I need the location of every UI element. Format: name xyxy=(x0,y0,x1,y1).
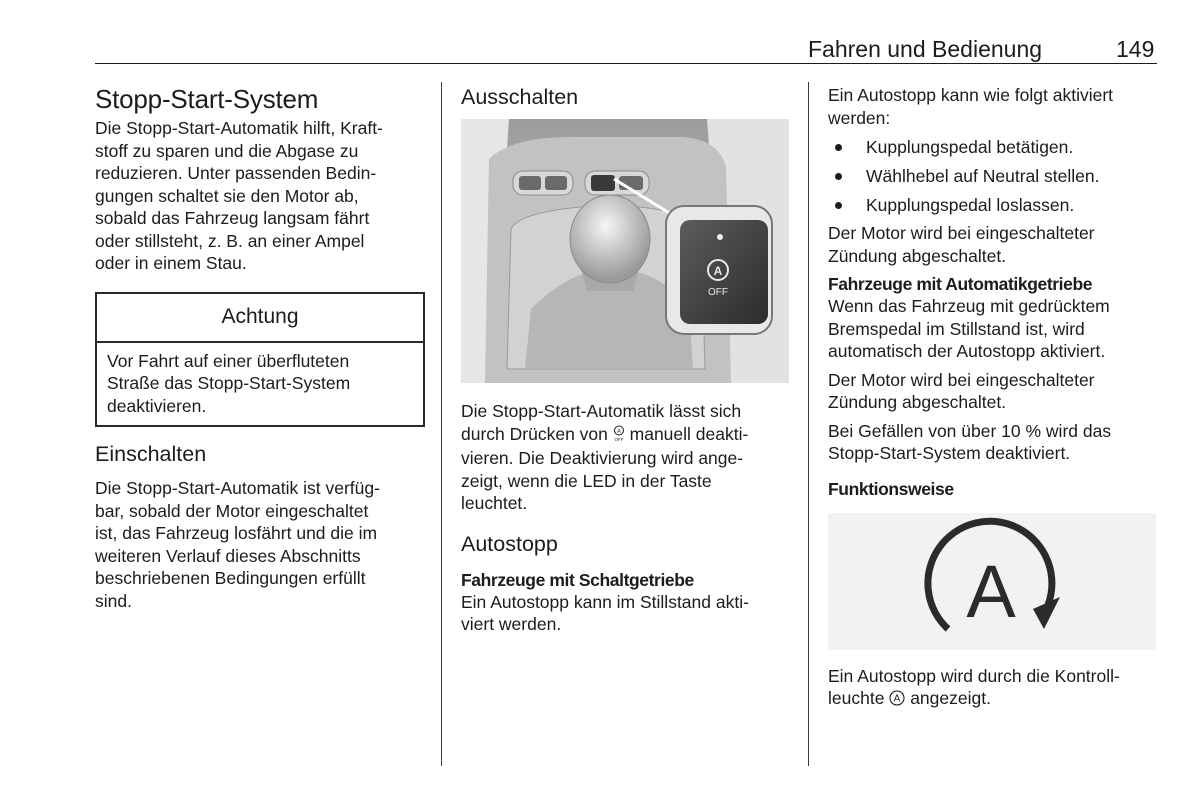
subheading-schaltgetriebe: Fahrzeuge mit Schaltgetriebe xyxy=(461,569,694,590)
subheading-automatikgetriebe: Fahrzeuge mit Automatikgetriebe xyxy=(828,274,1093,294)
section-title-stopp-start: Stopp-Start-System xyxy=(95,84,319,114)
running-header-title: Fahren und Bedienung xyxy=(808,36,1043,62)
heading-autostopp: Autostopp xyxy=(461,531,558,556)
bullet-list xyxy=(828,136,1160,216)
slope-paragraph: Bei Gefällen von über 10 % wird das Stopp-Start-System deaktiviert. xyxy=(828,420,1112,463)
heading-einschalten: Einschalten xyxy=(95,442,207,466)
center-console-illustration xyxy=(461,119,789,383)
button-off-label: OFF xyxy=(708,287,728,298)
column-3 xyxy=(828,84,1160,712)
autostop-indicator-icon xyxy=(889,689,905,712)
column-2 xyxy=(461,84,791,636)
list-item: Kupplungspedal loslassen. xyxy=(828,194,1160,216)
schaltgetriebe-paragraph: Ein Autostopp kann im Stillstand akti- viert werden. xyxy=(461,591,749,634)
header-rule xyxy=(95,63,1157,64)
caution-notice-title: Achtung xyxy=(97,294,423,343)
page-number: 149 xyxy=(1116,36,1155,62)
heading-ausschalten: Ausschalten xyxy=(461,85,579,109)
svg-text:A: A xyxy=(616,428,621,435)
list-item: Wählhebel auf Neutral stellen. xyxy=(828,165,1160,187)
bullet-icon xyxy=(835,173,842,180)
motor-off-paragraph: Der Motor wird bei eingeschalteter Zündung abgeschaltet. xyxy=(828,223,1095,266)
svg-text:A: A xyxy=(893,693,901,705)
ausschalten-paragraph: Die Stopp-Start-Automatik lässt sich durch Drücken von A OFF manuell deakti- vieren. Die Deaktivierung wird ange- zeigt, wenn die LED in der Taste leuchtet. xyxy=(461,401,749,513)
bullet-icon xyxy=(835,144,842,151)
autostopp-indicator-illustration xyxy=(828,513,1156,650)
column-divider-left xyxy=(441,82,442,766)
svg-text:A: A xyxy=(713,264,723,278)
autostop-symbol-letter: A xyxy=(966,549,1016,633)
stopp-start-off-button-icon xyxy=(613,425,625,448)
list-item: Kupplungspedal betätigen. xyxy=(828,136,1160,158)
kontrollleuchte-paragraph: Ein Autostopp wird durch die Kontroll- leuchte A angezeigt. xyxy=(828,665,1160,712)
bullet-icon xyxy=(835,202,842,209)
intro-paragraph: Die Stopp-Start-Automatik hilft, Kraft- stoff zu sparen und die Abgase zu reduzieren. Unter passenden Bedin- gungen schaltet sie den Motor ab, sobald das Fahrzeug langsam fährt oder stillsteht, z. B. an einer Ampel oder in einem Stau. xyxy=(95,118,383,273)
column-divider-right xyxy=(808,82,809,766)
automatikgetriebe-paragraph: Wenn das Fahrzeug mit gedrücktem Bremspedal im Stillstand ist, wird automatisch der Autostopp aktiviert. xyxy=(828,296,1110,361)
caution-notice-box xyxy=(95,292,425,428)
subheading-funktionsweise: Funktionsweise xyxy=(828,478,954,499)
autostopp-intro: Ein Autostopp kann wie folgt aktiviert werden: xyxy=(828,85,1114,128)
einschalten-paragraph: Die Stopp-Start-Automatik ist verfüg- bar, sobald der Motor eingeschaltet ist, das Fahrzeug losfährt und die im weiteren Verlauf dieses Abschnitts beschriebenen Bedingungen erfüllt sind. xyxy=(95,478,380,611)
motor-off-paragraph-2: Der Motor wird bei eingeschalteter Zündung abgeschaltet. xyxy=(828,369,1095,412)
svg-text:OFF: OFF xyxy=(614,436,624,442)
column-1 xyxy=(95,84,425,612)
caution-notice-text: Vor Fahrt auf einer überfluteten Straße das Stopp-Start-System deaktivieren. xyxy=(107,350,351,416)
